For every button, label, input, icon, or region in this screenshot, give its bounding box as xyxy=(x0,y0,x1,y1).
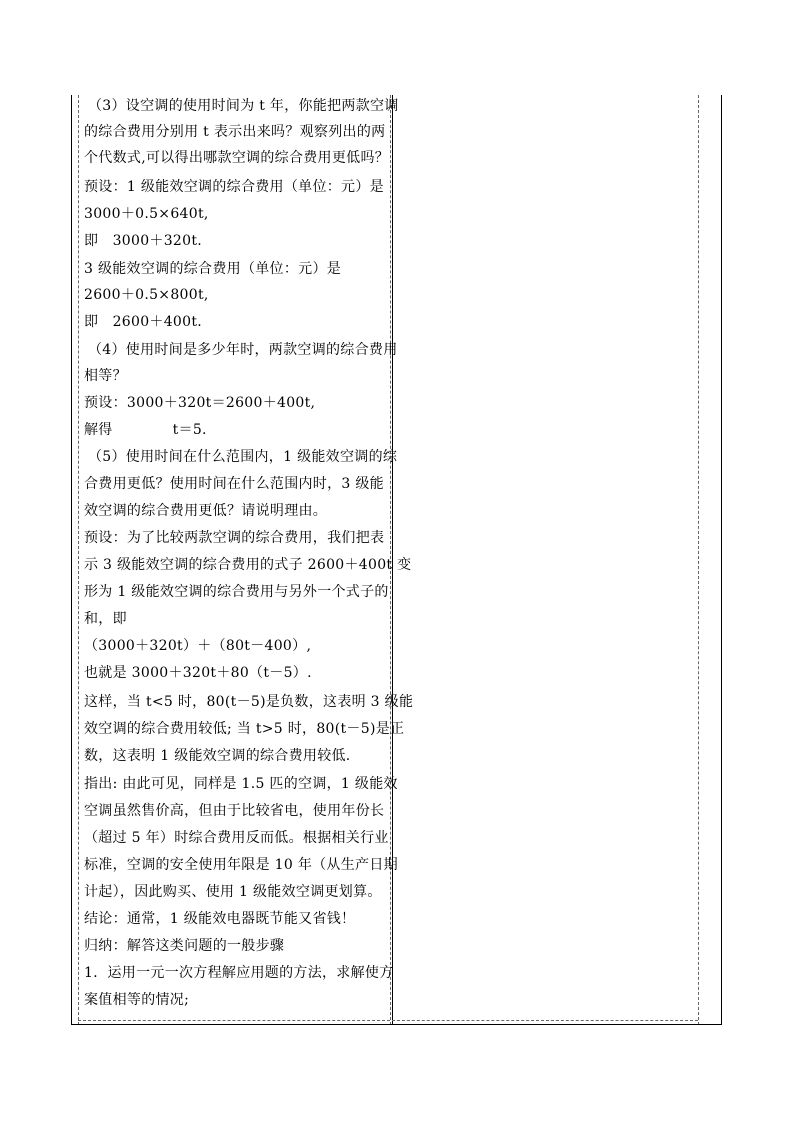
text-line: （超过 5 年）时综合费用反而低。根据相关行业 xyxy=(84,830,389,846)
text-line: 数，这表明 1 级能效空调的综合费用较低. xyxy=(84,748,351,764)
text-line: 指出: 由此可见，同样是 1.5 匹的空调，1 级能效 xyxy=(84,776,398,792)
cell-bottom-guide-right xyxy=(392,1020,698,1021)
text-fragment: t＝5. xyxy=(172,422,207,438)
text-line: 和，即 xyxy=(84,611,127,627)
text-line: 合费用更低？使用时间在什么范围内时，3 级能 xyxy=(84,476,384,492)
text-line: 空调虽然售价高，但由于比较省电，使用年份长 xyxy=(84,803,385,819)
text-line: 示 3 级能效空调的综合费用的式子 2600＋400t 变 xyxy=(84,557,412,573)
text-line: 2600＋0.5×800t, xyxy=(84,287,209,303)
text-line: 即 3000＋320t. xyxy=(84,233,203,249)
text-line: （4）使用时间是多少年时，两款空调的综合费用 xyxy=(88,342,398,358)
text-line: 预设：为了比较两款空调的综合费用，我们把表 xyxy=(84,530,385,546)
table-inner-left-guide xyxy=(78,95,79,1025)
table-right-border xyxy=(721,95,722,1025)
table-bottom-border xyxy=(71,1024,722,1025)
table-left-border xyxy=(71,95,72,1025)
column-divider-right-guide xyxy=(698,95,699,1025)
text-line: 个代数式,可以得出哪款空调的综合费用更低吗？ xyxy=(84,150,390,166)
text-line: 相等？ xyxy=(84,368,127,384)
text-line: 归纳：解答这类问题的一般步骤 xyxy=(84,938,285,954)
text-line: 案值相等的情况; xyxy=(84,992,190,1008)
text-line: 形为 1 级能效空调的综合费用与另外一个式子的 xyxy=(84,584,389,600)
text-line: 计起），因此购买、使用 1 级能效空调更划算。 xyxy=(84,884,382,900)
text-line: 预设：1 级能效空调的综合费用（单位：元）是 xyxy=(84,179,384,195)
text-line: 1．运用一元一次方程解应用题的方法，求解使方 xyxy=(84,965,394,981)
cell-bottom-guide-left xyxy=(78,1020,390,1021)
text-line: 预设：3000＋320t＝2600＋400t, xyxy=(84,395,316,411)
text-fragment: 解得 xyxy=(84,422,113,438)
text-line: 3 级能效空调的综合费用（单位：元）是 xyxy=(84,261,342,277)
text-line: 效空调的综合费用较低; 当 t>5 时，80(t－5)是正 xyxy=(84,721,405,737)
text-line: （3000＋320t）＋（80t－400）, xyxy=(84,638,312,654)
text-line: 的综合费用分别用 t 表示出来吗？观察列出的两 xyxy=(84,124,386,140)
text-line: 结论：通常，1 级能效电器既节能又省钱！ xyxy=(84,911,356,927)
text-line: 效空调的综合费用更低？请说明理由。 xyxy=(84,503,328,519)
text-line: 3000＋0.5×640t, xyxy=(84,206,209,222)
text-line: （3）设空调的使用时间为 t 年，你能把两款空调 xyxy=(88,98,399,114)
text-line: 标准，空调的安全使用年限是 10 年（从生产日期 xyxy=(84,857,398,873)
text-line: 也就是 3000＋320t＋80（t－5）. xyxy=(84,665,312,681)
text-line: （5）使用时间在什么范围内，1 级能效空调的综 xyxy=(88,449,398,465)
text-line: 这样，当 t<5 时，80(t－5)是负数，这表明 3 级能 xyxy=(84,694,414,710)
text-line xyxy=(84,420,207,440)
text-line: 即 2600＋400t. xyxy=(84,314,203,330)
